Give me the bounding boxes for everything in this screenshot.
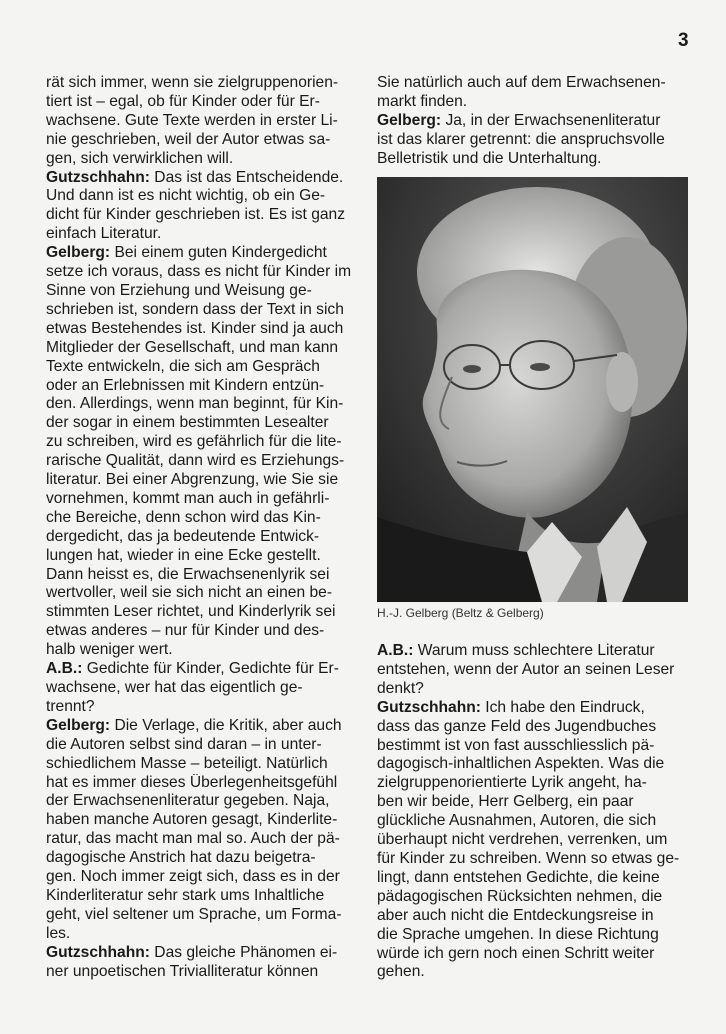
text-line — [377, 131, 689, 150]
text-line — [377, 812, 689, 831]
text-line — [377, 661, 689, 680]
text-line — [46, 679, 361, 698]
line-text: wertvoller, weil sie sich nicht an einen be- — [46, 584, 333, 602]
text-line — [46, 698, 361, 717]
line-text: tiert ist – egal, ob für Kinder oder für Er- — [46, 92, 320, 110]
text-line — [377, 926, 689, 945]
text-line — [46, 225, 361, 244]
text-line — [46, 641, 361, 660]
line-text: würde ich gern noch einen Schritt weiter — [377, 944, 655, 962]
line-text: etwas anderes – nur für Kinder und des- — [46, 622, 325, 640]
line-text: denkt? — [377, 679, 424, 697]
line-text: dass das ganze Feld des Jugendbuches — [377, 717, 657, 735]
line-text: wachsene. Gute Texte werden in erster Li- — [46, 111, 338, 129]
text-line — [377, 907, 689, 926]
text-line — [46, 849, 361, 868]
line-text: dagogische Anstrich hat dazu beigetra- — [46, 849, 316, 867]
text-line — [46, 603, 361, 622]
line-text: Bei einem guten Kindergedicht — [110, 244, 327, 262]
line-text: zu schreiben, wird es gefährlich für die lite- — [46, 433, 342, 451]
text-line — [46, 963, 361, 982]
speaker-name: Gutzschhahn: — [46, 168, 150, 186]
line-text: Und dann ist es nicht wichtig, ob ein Ge- — [46, 187, 326, 205]
line-text: Warum muss schlechtere Literatur — [413, 642, 655, 659]
text-line — [46, 301, 361, 320]
text-line — [46, 547, 361, 566]
text-line — [377, 945, 689, 964]
portrait-photo — [377, 177, 688, 602]
text-line — [377, 963, 689, 982]
line-text: ist das klarer getrennt: die anspruchsvolle — [377, 130, 665, 148]
text-line — [46, 74, 361, 93]
text-line — [377, 718, 689, 737]
line-text: haben manche Autoren gesagt, Kinderlite- — [46, 811, 338, 829]
text-line — [46, 377, 361, 396]
line-text: die Sprache umgehen. In diese Richtung — [377, 925, 659, 943]
line-text: Ich habe den Eindruck, — [480, 698, 645, 716]
photo-caption: H.-J. Gelberg (Beltz & Gelberg) — [377, 606, 544, 620]
text-line — [377, 831, 689, 850]
portrait-photo-image — [377, 177, 688, 602]
line-text: die Autoren selbst sind daran – in unter- — [46, 735, 322, 753]
text-line — [46, 206, 361, 225]
line-text: Belletristik und die Unterhaltung. — [377, 149, 602, 167]
text-line — [46, 471, 361, 490]
text-line — [46, 622, 361, 641]
speaker-name: A.B.: — [377, 642, 414, 659]
line-text: les. — [46, 924, 71, 942]
line-text: lingt, dann entstehen Gedichte, die keine — [377, 868, 660, 886]
line-text: Ja, in der Erwachsenenliteratur — [441, 111, 661, 129]
line-text: geht, viel seltener um Sprache, um Forma- — [46, 905, 342, 923]
line-text: Dann heisst es, die Erwachsenenlyrik sei — [46, 565, 330, 583]
line-text: che Bereiche, denn schon wird das Kin- — [46, 508, 321, 526]
text-line — [377, 869, 689, 888]
text-line — [46, 169, 361, 188]
line-text: bestimmt ist von fast ausschliesslich pä- — [377, 736, 655, 754]
text-line — [46, 263, 361, 282]
line-text: setze ich voraus, dass es nicht für Kinder im — [46, 263, 352, 281]
text-line — [377, 150, 689, 169]
text-line — [46, 414, 361, 433]
line-text: gen, sich verwirklichen will. — [46, 149, 234, 167]
line-text: literatur. Bei einer Abgrenzung, wie Sie sie — [46, 471, 339, 489]
line-text: Sie natürlich auch auf dem Erwachsenen- — [377, 74, 666, 91]
line-text: wachsene, wer hat das eigentlich ge- — [46, 679, 303, 696]
right-text-column-bottom — [377, 642, 689, 982]
line-text: rarische Qualität, dann wird es Erziehungs- — [46, 452, 345, 470]
line-text: dergedicht, das ja bedeutende Entwick- — [46, 527, 320, 545]
line-text: dagogisch-inhaltlichen Aspekten. Was die — [377, 755, 665, 773]
line-text: gehen. — [377, 963, 425, 981]
line-text: markt finden. — [377, 92, 468, 110]
text-line — [377, 737, 689, 756]
text-line — [46, 433, 361, 452]
text-line — [46, 528, 361, 547]
line-text: rät sich immer, wenn sie zielgruppenorien- — [46, 74, 339, 91]
line-text: den. Allerdings, wenn man beginnt, für Kin- — [46, 395, 344, 413]
text-line — [46, 112, 361, 131]
text-line — [377, 112, 689, 131]
line-text: gen. Noch immer zeigt sich, dass es in der — [46, 868, 340, 886]
text-line — [46, 339, 361, 358]
text-line — [46, 925, 361, 944]
line-text: schiedlichem Masse – beteiligt. Natürlich — [46, 754, 328, 772]
line-text: dicht für Kinder geschrieben ist. Es ist ganz — [46, 206, 346, 224]
speaker-name: Gutzschhahn: — [46, 943, 150, 961]
text-line — [46, 736, 361, 755]
line-text: glückliche Ausnahmen, Autoren, die sich — [377, 812, 657, 830]
text-line — [46, 509, 361, 528]
line-text: ner unpoetischen Trivialliteratur können — [46, 962, 319, 980]
text-line — [46, 566, 361, 585]
text-line — [46, 490, 361, 509]
text-line — [377, 642, 689, 661]
line-text: ratur, das macht man mal so. Auch der pä- — [46, 830, 340, 848]
line-text: Kinderliteratur sehr stark ums Inhaltliche — [46, 886, 325, 904]
line-text: halb weniger wert. — [46, 641, 173, 659]
text-line — [46, 660, 361, 679]
line-text: etwas Bestehendes ist. Kinder sind ja auch — [46, 319, 344, 337]
text-line — [377, 755, 689, 774]
text-line — [46, 358, 361, 377]
line-text: zielgruppenorientierte Lyrik angeht, ha- — [377, 774, 647, 792]
text-line — [46, 244, 361, 263]
line-text: vornehmen, kommt man auch in gefährli- — [46, 489, 330, 507]
line-text: stimmten Leser richtet, und Kinderlyrik sei — [46, 603, 336, 621]
line-text: hat es immer dieses Überlegenheitsgefühl — [46, 773, 338, 791]
line-text: entstehen, wenn der Autor an seinen Leser — [377, 660, 675, 678]
text-line — [377, 793, 689, 812]
text-line — [46, 717, 361, 736]
line-text: Das gleiche Phänomen ei- — [149, 943, 338, 961]
text-line — [377, 888, 689, 907]
line-text: Die Verlage, die Kritik, aber auch — [110, 716, 342, 734]
line-text: nie geschrieben, weil der Autor etwas sa- — [46, 130, 331, 148]
text-line — [377, 850, 689, 869]
page-number: 3 — [678, 30, 688, 51]
text-line — [46, 906, 361, 925]
text-line — [46, 792, 361, 811]
line-text: überhaupt nicht verdrehen, verrenken, um — [377, 831, 668, 849]
line-text: der sogar in einem bestimmten Lesealter — [46, 414, 329, 432]
speaker-name: Gelberg: — [377, 111, 442, 129]
line-text: der Erwachsenenliteratur gegeben. Naja, — [46, 792, 330, 810]
text-line — [46, 830, 361, 849]
text-line — [46, 755, 361, 774]
line-text: pädagogischen Rücksichten nehmen, die — [377, 887, 663, 905]
left-text-column — [46, 74, 361, 982]
text-line — [377, 699, 689, 718]
speaker-name: Gelberg: — [46, 716, 111, 734]
text-line — [46, 395, 361, 414]
text-line — [46, 93, 361, 112]
line-text: schrieben ist, sondern dass der Text in sich — [46, 300, 344, 318]
text-line — [46, 150, 361, 169]
text-line — [377, 774, 689, 793]
text-line — [46, 811, 361, 830]
line-text: ben wir beide, Herr Gelberg, ein paar — [377, 793, 634, 811]
line-text: Texte entwickeln, die sich am Gespräch — [46, 357, 320, 375]
speaker-name: Gutzschhahn: — [377, 698, 481, 716]
line-text: für Kinder zu schreiben. Wenn so etwas ge- — [377, 849, 680, 867]
right-text-column-top — [377, 74, 689, 169]
text-line — [377, 93, 689, 112]
text-line — [46, 187, 361, 206]
line-text: trennt? — [46, 697, 95, 715]
speaker-name: Gelberg: — [46, 244, 111, 262]
text-line — [46, 282, 361, 301]
line-text: lungen hat, wieder in eine Ecke gestellt. — [46, 546, 321, 564]
text-line — [46, 131, 361, 150]
text-line — [377, 680, 689, 699]
text-line — [46, 887, 361, 906]
line-text: Sinne von Erziehung und Weisung ge- — [46, 281, 312, 299]
text-line — [46, 320, 361, 339]
speaker-name: A.B.: — [46, 660, 83, 678]
line-text: einfach Literatur. — [46, 225, 162, 243]
text-line — [377, 74, 689, 93]
text-line — [46, 452, 361, 471]
line-text: Gedichte für Kinder, Gedichte für Er- — [82, 660, 339, 678]
line-text: Mitglieder der Gesellschaft, und man kann — [46, 338, 339, 356]
text-line — [46, 868, 361, 887]
text-line — [46, 944, 361, 963]
line-text: oder an Erlebnissen mit Kindern entzün- — [46, 376, 325, 394]
line-text: aber auch nicht die Entdeckungsreise in — [377, 906, 654, 924]
line-text: Das ist das Entscheidende. — [149, 168, 344, 186]
text-line — [46, 774, 361, 793]
text-line — [46, 584, 361, 603]
